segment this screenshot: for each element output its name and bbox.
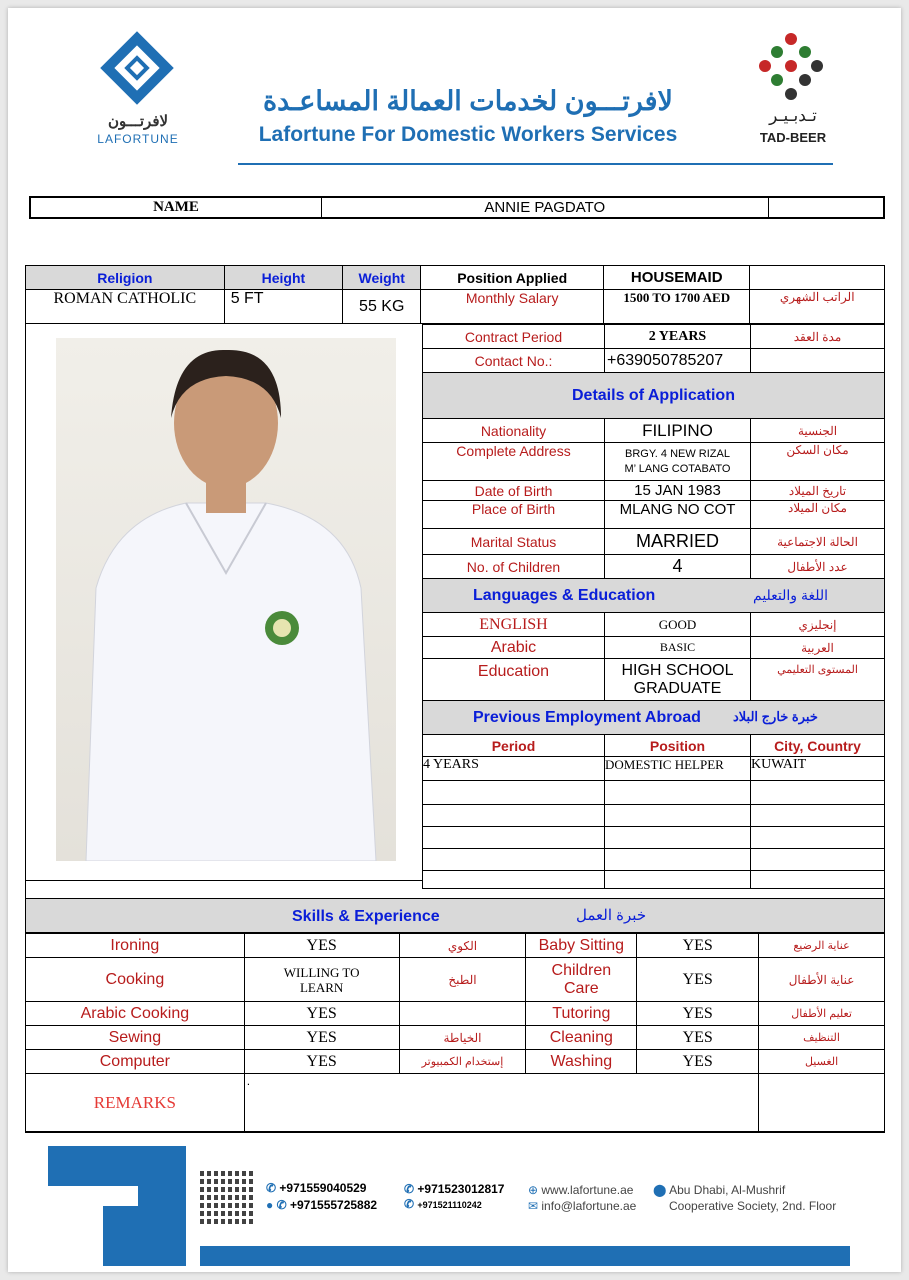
weight-value: 55 KG <box>343 290 421 324</box>
skill-arabic-cooking-label: Arabic Cooking <box>26 1002 245 1026</box>
address-line-2: M’ LANG COTABATO <box>624 462 731 475</box>
skill-ironing-ar: الكوي <box>399 934 526 958</box>
qr-stripes <box>200 1168 256 1224</box>
lafortune-logo-ar: لافرتـــون <box>107 113 169 130</box>
employment-row-empty <box>423 871 885 889</box>
languages-title-cell <box>423 579 885 613</box>
monthly-salary-label: Monthly Salary <box>421 290 604 324</box>
english-label: ENGLISH <box>423 613 605 637</box>
skill-ironing-value: YES <box>244 934 399 958</box>
remarks-extra <box>759 1074 885 1132</box>
footer-address-1: Abu Dhabi, Al-Mushrif <box>669 1183 786 1197</box>
skill-tutoring-ar: تعليم الأطفال <box>759 1002 885 1026</box>
education-value <box>605 659 751 701</box>
children-label: No. of Children <box>423 555 605 579</box>
skill-computer-value: YES <box>244 1050 399 1074</box>
skill-cleaning-ar: التنظيف <box>759 1026 885 1050</box>
skill-childcare-label-2: Care <box>563 979 599 997</box>
employment-position: DOMESTIC HELPER <box>605 757 751 781</box>
name-table <box>29 196 885 219</box>
footer-address <box>653 1182 836 1214</box>
pob-label: Place of Birth <box>423 501 605 529</box>
skill-cooking-value-2: LEARN <box>299 979 344 995</box>
nationality-value: FILIPINO <box>605 419 751 443</box>
top-info-table <box>25 265 885 324</box>
details-title: Details of Application <box>423 373 885 419</box>
skill-babysitting-ar: عناية الرضيع <box>759 934 885 958</box>
education-line-1: HIGH SCHOOL <box>621 661 734 679</box>
address-ar: مكان السكن <box>751 443 885 481</box>
footer-bar <box>200 1246 850 1266</box>
position-applied-value: HOUSEMAID <box>603 266 750 290</box>
skill-cooking-value <box>244 958 399 1002</box>
children-ar: عدد الأطفال <box>751 555 885 579</box>
skill-washing-value: YES <box>637 1050 759 1074</box>
monthly-salary-value: 1500 TO 1700 AED <box>603 290 750 324</box>
header-underline <box>238 163 833 165</box>
position-applied-extra <box>750 266 885 290</box>
employment-row-empty <box>423 781 885 805</box>
globe-icon: ⊕ <box>528 1183 542 1197</box>
english-ar: إنجليزي <box>751 613 885 637</box>
dob-value: 15 JAN 1983 <box>605 481 751 501</box>
pob-value: MLANG NO COT <box>605 501 751 529</box>
footer-phone-4: +971521110242 <box>417 1200 482 1210</box>
lafortune-logo-en: LAFORTUNE <box>97 132 179 146</box>
footer-web-row[interactable] <box>528 1182 636 1198</box>
city-header: City, Country <box>751 735 885 757</box>
education-label: Education <box>423 659 605 701</box>
mail-icon: ✉ <box>528 1199 542 1213</box>
religion-header: Religion <box>26 266 225 290</box>
phone-icon: ✆ <box>266 1181 280 1195</box>
employment-title: Previous Employment Abroad <box>473 709 701 726</box>
skill-arabic-cooking-value: YES <box>244 1002 399 1026</box>
skill-childcare-label-1: Children <box>551 961 612 979</box>
footer-phone-3: +971523012817 <box>417 1182 505 1196</box>
remarks-label: REMARKS <box>26 1074 245 1132</box>
header-title-en: Lafortune For Domestic Workers Services <box>258 123 678 146</box>
footer-web <box>528 1182 636 1214</box>
skill-computer-label: Computer <box>26 1050 245 1074</box>
employment-period: 4 YEARS <box>423 757 605 781</box>
monthly-salary-ar: الراتب الشهري <box>750 290 885 324</box>
religion-value: ROMAN CATHOLIC <box>26 290 225 324</box>
skills-title-ar: خبرة العمل <box>576 907 647 924</box>
qr-code-icon <box>200 1168 256 1224</box>
footer-address-row-2 <box>653 1198 836 1214</box>
pob-ar: مكان الميلاد <box>751 501 885 529</box>
footer-phone-2-row <box>266 1197 377 1214</box>
diamond-logo-icon <box>97 28 177 108</box>
marital-ar: الحالة الاجتماعية <box>751 529 885 555</box>
position-applied-label: Position Applied <box>421 266 604 290</box>
nationality-label: Nationality <box>423 419 605 443</box>
english-value: GOOD <box>605 613 751 637</box>
footer-address-row-1 <box>653 1182 836 1198</box>
employment-row-empty <box>423 805 885 827</box>
arabic-label: Arabic <box>423 637 605 659</box>
education-ar: المستوى التعليمي <box>751 659 885 701</box>
weight-header: Weight <box>343 266 421 290</box>
employment-city: KUWAIT <box>751 757 885 781</box>
languages-title-ar: اللغة والتعليم <box>753 587 829 603</box>
skill-cleaning-label: Cleaning <box>526 1026 637 1050</box>
skills-table <box>25 933 885 1132</box>
skill-childcare-value: YES <box>637 958 759 1002</box>
skill-childcare-ar: عناية الأطفال <box>759 958 885 1002</box>
skill-cooking-label: Cooking <box>26 958 245 1002</box>
skill-computer-ar: إستخدام الكمبيوتر <box>399 1050 526 1074</box>
arabic-value: BASIC <box>605 637 751 659</box>
employment-row-empty <box>423 849 885 871</box>
location-pin-icon: ⬤ <box>653 1183 670 1197</box>
marital-value: MARRIED <box>605 529 751 555</box>
contact-extra <box>751 349 885 373</box>
footer-phone-2: +971555725882 <box>289 1198 378 1212</box>
name-value: ANNIE PAGDATO <box>322 197 769 218</box>
footer-phone-1: +971559040529 <box>279 1181 367 1195</box>
languages-title: Languages & Education <box>473 587 656 604</box>
footer-phones-a <box>266 1180 377 1214</box>
remarks-row <box>26 1074 885 1132</box>
address-value <box>605 443 751 481</box>
photo-bottom-line <box>25 880 422 881</box>
contact-label: Contact No.: <box>423 349 605 373</box>
person-photo-icon <box>56 338 396 861</box>
contract-period-ar: مدة العقد <box>751 325 885 349</box>
cv-page <box>8 8 901 1272</box>
phone-icon: ✆ <box>404 1197 418 1211</box>
skill-row <box>26 1050 885 1074</box>
footer-phones-b <box>404 1182 504 1213</box>
tadbeer-logo-en: TAD-BEER <box>759 130 827 145</box>
height-header: Height <box>224 266 342 290</box>
address-label: Complete Address <box>423 443 605 481</box>
whatsapp-icon: ● ✆ <box>266 1198 290 1212</box>
skill-sewing-ar: الخياطة <box>399 1026 526 1050</box>
details-table <box>422 324 885 889</box>
skill-sewing-value: YES <box>244 1026 399 1050</box>
skill-washing-ar: الغسيل <box>759 1050 885 1074</box>
header-title-ar: لافرتـــون لخدمات العمالة المساعـدة <box>263 86 673 116</box>
skill-washing-label: Washing <box>526 1050 637 1074</box>
arabic-ar: العربية <box>751 637 885 659</box>
footer-phone-4-row <box>404 1197 504 1213</box>
footer-email[interactable]: info@lafortune.ae <box>541 1199 637 1213</box>
address-line-1: BRGY. 4 NEW RIZAL <box>625 447 730 460</box>
skills-title-bar <box>25 898 885 933</box>
period-header: Period <box>423 735 605 757</box>
footer-phone-1-row <box>266 1180 377 1197</box>
skill-tutoring-value: YES <box>637 1002 759 1026</box>
height-value: 5 FT <box>224 290 342 324</box>
skill-babysitting-value: YES <box>637 934 759 958</box>
lafortune-logo <box>88 28 188 153</box>
mobile-icon: ✆ <box>404 1182 418 1196</box>
tadbeer-logo-ar: تـدبـيـر <box>769 106 817 125</box>
skill-row <box>26 934 885 958</box>
employment-title-cell <box>423 701 885 735</box>
skill-cooking-value-1: WILLING TO <box>283 964 360 980</box>
footer-website[interactable]: www.lafortune.ae <box>541 1183 634 1197</box>
skill-sewing-label: Sewing <box>26 1026 245 1050</box>
employment-row-empty <box>423 827 885 849</box>
employment-title-ar: خبرة خارج البلاد <box>733 709 818 724</box>
applicant-photo <box>56 338 396 861</box>
name-label: NAME <box>30 197 322 218</box>
skill-row <box>26 1002 885 1026</box>
skill-row <box>26 958 885 1002</box>
position-header: Position <box>605 735 751 757</box>
footer-phone-3-row <box>404 1182 504 1197</box>
skill-cleaning-value: YES <box>637 1026 759 1050</box>
skill-childcare-label <box>526 958 637 1002</box>
skill-row <box>26 1026 885 1050</box>
skill-arabic-cooking-ar <box>399 1002 526 1026</box>
footer-logo-inner <box>103 1206 138 1266</box>
skill-tutoring-label: Tutoring <box>526 1002 637 1026</box>
employment-row <box>423 757 885 781</box>
contract-period-value: 2 YEARS <box>605 325 751 349</box>
footer-bracket-logo <box>48 1146 186 1266</box>
dob-label: Date of Birth <box>423 481 605 501</box>
tadbeer-logo <box>748 30 838 155</box>
dots-logo-icon <box>753 30 833 102</box>
marital-label: Marital Status <box>423 529 605 555</box>
contact-value: +639050785207 <box>605 349 751 373</box>
name-extra <box>768 197 884 218</box>
skill-babysitting-label: Baby Sitting <box>526 934 637 958</box>
education-line-2: GRADUATE <box>633 679 722 697</box>
footer-address-2: Cooperative Society, 2nd. Floor <box>669 1199 837 1213</box>
dob-ar: تاريخ الميلاد <box>751 481 885 501</box>
footer-email-row[interactable] <box>528 1198 636 1214</box>
remarks-value: . <box>244 1074 758 1132</box>
skill-ironing-label: Ironing <box>26 934 245 958</box>
contract-period-label: Contract Period <box>423 325 605 349</box>
nationality-ar: الجنسية <box>751 419 885 443</box>
skill-cooking-ar: الطبخ <box>399 958 526 1002</box>
skills-title: Skills & Experience <box>292 908 440 925</box>
children-value: 4 <box>605 555 751 579</box>
